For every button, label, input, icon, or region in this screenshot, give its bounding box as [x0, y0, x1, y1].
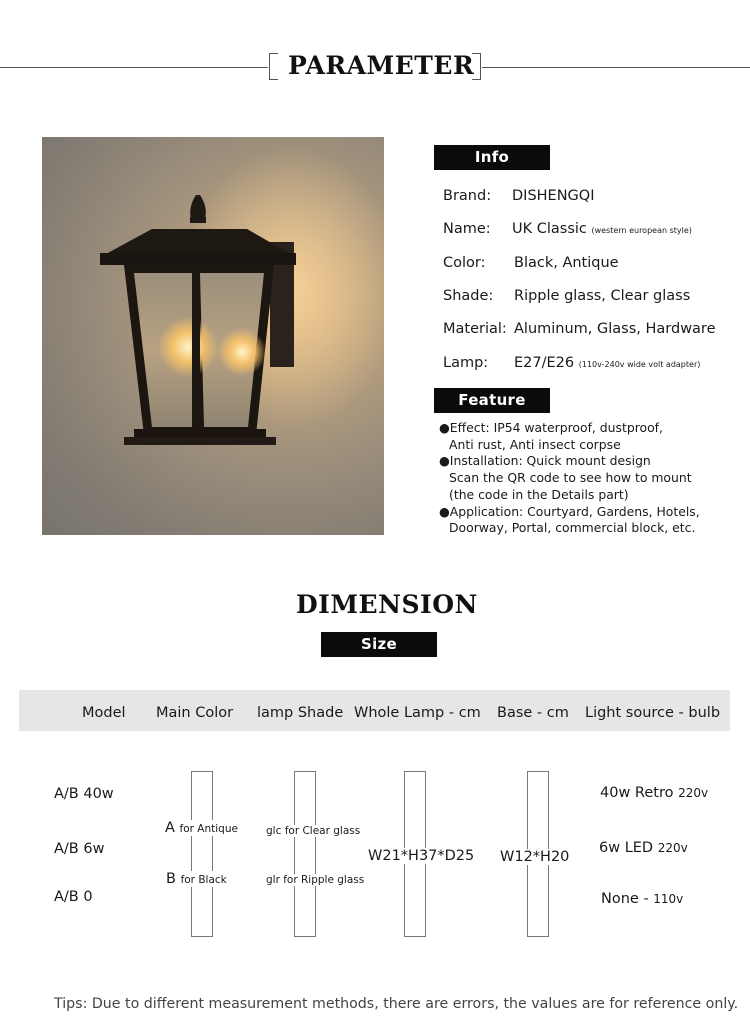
- bulb-volt: 220v: [657, 841, 688, 855]
- info-value: E27/E26: [514, 355, 575, 371]
- product-photo: [42, 137, 384, 535]
- bulb-option: [600, 785, 708, 801]
- info-row-material: [443, 321, 716, 337]
- header-light-source: Light source - bulb: [585, 705, 721, 721]
- parameter-title: PARAMETER: [288, 51, 475, 80]
- color-desc: for Black: [180, 874, 227, 886]
- header-main-color: Main Color: [156, 705, 234, 721]
- feature-line: ●Installation: Quick mount design: [439, 453, 651, 469]
- model-cell: A/B 0: [54, 889, 93, 905]
- info-value: Ripple glass, Clear glass: [514, 288, 691, 304]
- feature-line: (the code in the Details part): [449, 486, 629, 502]
- color-desc: for Antique: [179, 823, 238, 835]
- info-value: DISHENGQI: [512, 188, 595, 204]
- feature-line: Anti rust, Anti insect corpse: [449, 436, 621, 452]
- info-key: Color:: [443, 255, 486, 271]
- header-lamp-shade: lamp Shade: [257, 705, 344, 721]
- color-letter: B: [166, 871, 176, 887]
- column-bar: [191, 771, 213, 937]
- info-row-lamp: [443, 355, 701, 371]
- base-size: W12*H20: [500, 849, 570, 865]
- feature-line: ●Effect: IP54 waterproof, dustproof,: [439, 420, 663, 435]
- feature-list: [439, 420, 700, 537]
- info-key: Name:: [443, 221, 491, 237]
- info-value: Black, Antique: [514, 255, 619, 271]
- info-row-name: [443, 221, 692, 237]
- info-note: (110v-240v wide volt adapter): [578, 360, 701, 369]
- tips-note: Tips: Due to different measurement methods, there are errors, the values are for reference only.: [54, 996, 739, 1012]
- feature-line: Scan the QR code to see how to mount: [449, 470, 692, 486]
- model-cell: A/B 6w: [54, 841, 105, 857]
- wall-lantern-image: [42, 137, 384, 535]
- bulb-option: [599, 840, 688, 856]
- info-value: Aluminum, Glass, Hardware: [514, 321, 716, 337]
- title-bracket-left: [269, 53, 278, 80]
- size-label: Size: [321, 632, 437, 657]
- column-bar: [294, 771, 316, 937]
- info-label: Info: [434, 145, 550, 170]
- info-key: Shade:: [443, 288, 494, 304]
- shade-option: glc for Clear glass: [266, 825, 361, 837]
- info-row-brand: [443, 188, 595, 204]
- header-whole-lamp: Whole Lamp - cm: [354, 705, 481, 721]
- model-cell: A/B 40w: [54, 786, 114, 802]
- header-line-left: [0, 67, 268, 68]
- info-key: Lamp:: [443, 355, 489, 371]
- color-letter: A: [165, 820, 175, 836]
- bulb-volt: 110v: [653, 892, 684, 906]
- feature-label: Feature: [434, 388, 550, 413]
- feature-line: ●Application: Courtyard, Gardens, Hotels,: [439, 503, 700, 519]
- color-option: [165, 820, 238, 836]
- bulb-option: [601, 891, 683, 907]
- color-option: [166, 871, 227, 887]
- bulb-name: 40w Retro: [600, 785, 674, 801]
- feature-line: Doorway, Portal, commercial block, etc.: [449, 520, 696, 536]
- info-value: UK Classic: [512, 221, 587, 237]
- info-key: Brand:: [443, 188, 492, 204]
- header-model: Model: [82, 705, 126, 721]
- info-row-shade: [443, 288, 691, 304]
- info-note: (western european style): [591, 226, 692, 235]
- whole-lamp-size: W21*H37*D25: [368, 848, 475, 864]
- header-line-right: [482, 67, 750, 68]
- bulb-name: 6w LED: [599, 840, 654, 856]
- info-row-color: [443, 255, 619, 271]
- bulb-volt: 220v: [678, 786, 709, 800]
- header-base: Base - cm: [497, 705, 569, 721]
- dimension-title: DIMENSION: [296, 590, 478, 619]
- bulb-name: None -: [601, 891, 649, 907]
- shade-option: glr for Ripple glass: [266, 874, 365, 886]
- info-key: Material:: [443, 321, 507, 337]
